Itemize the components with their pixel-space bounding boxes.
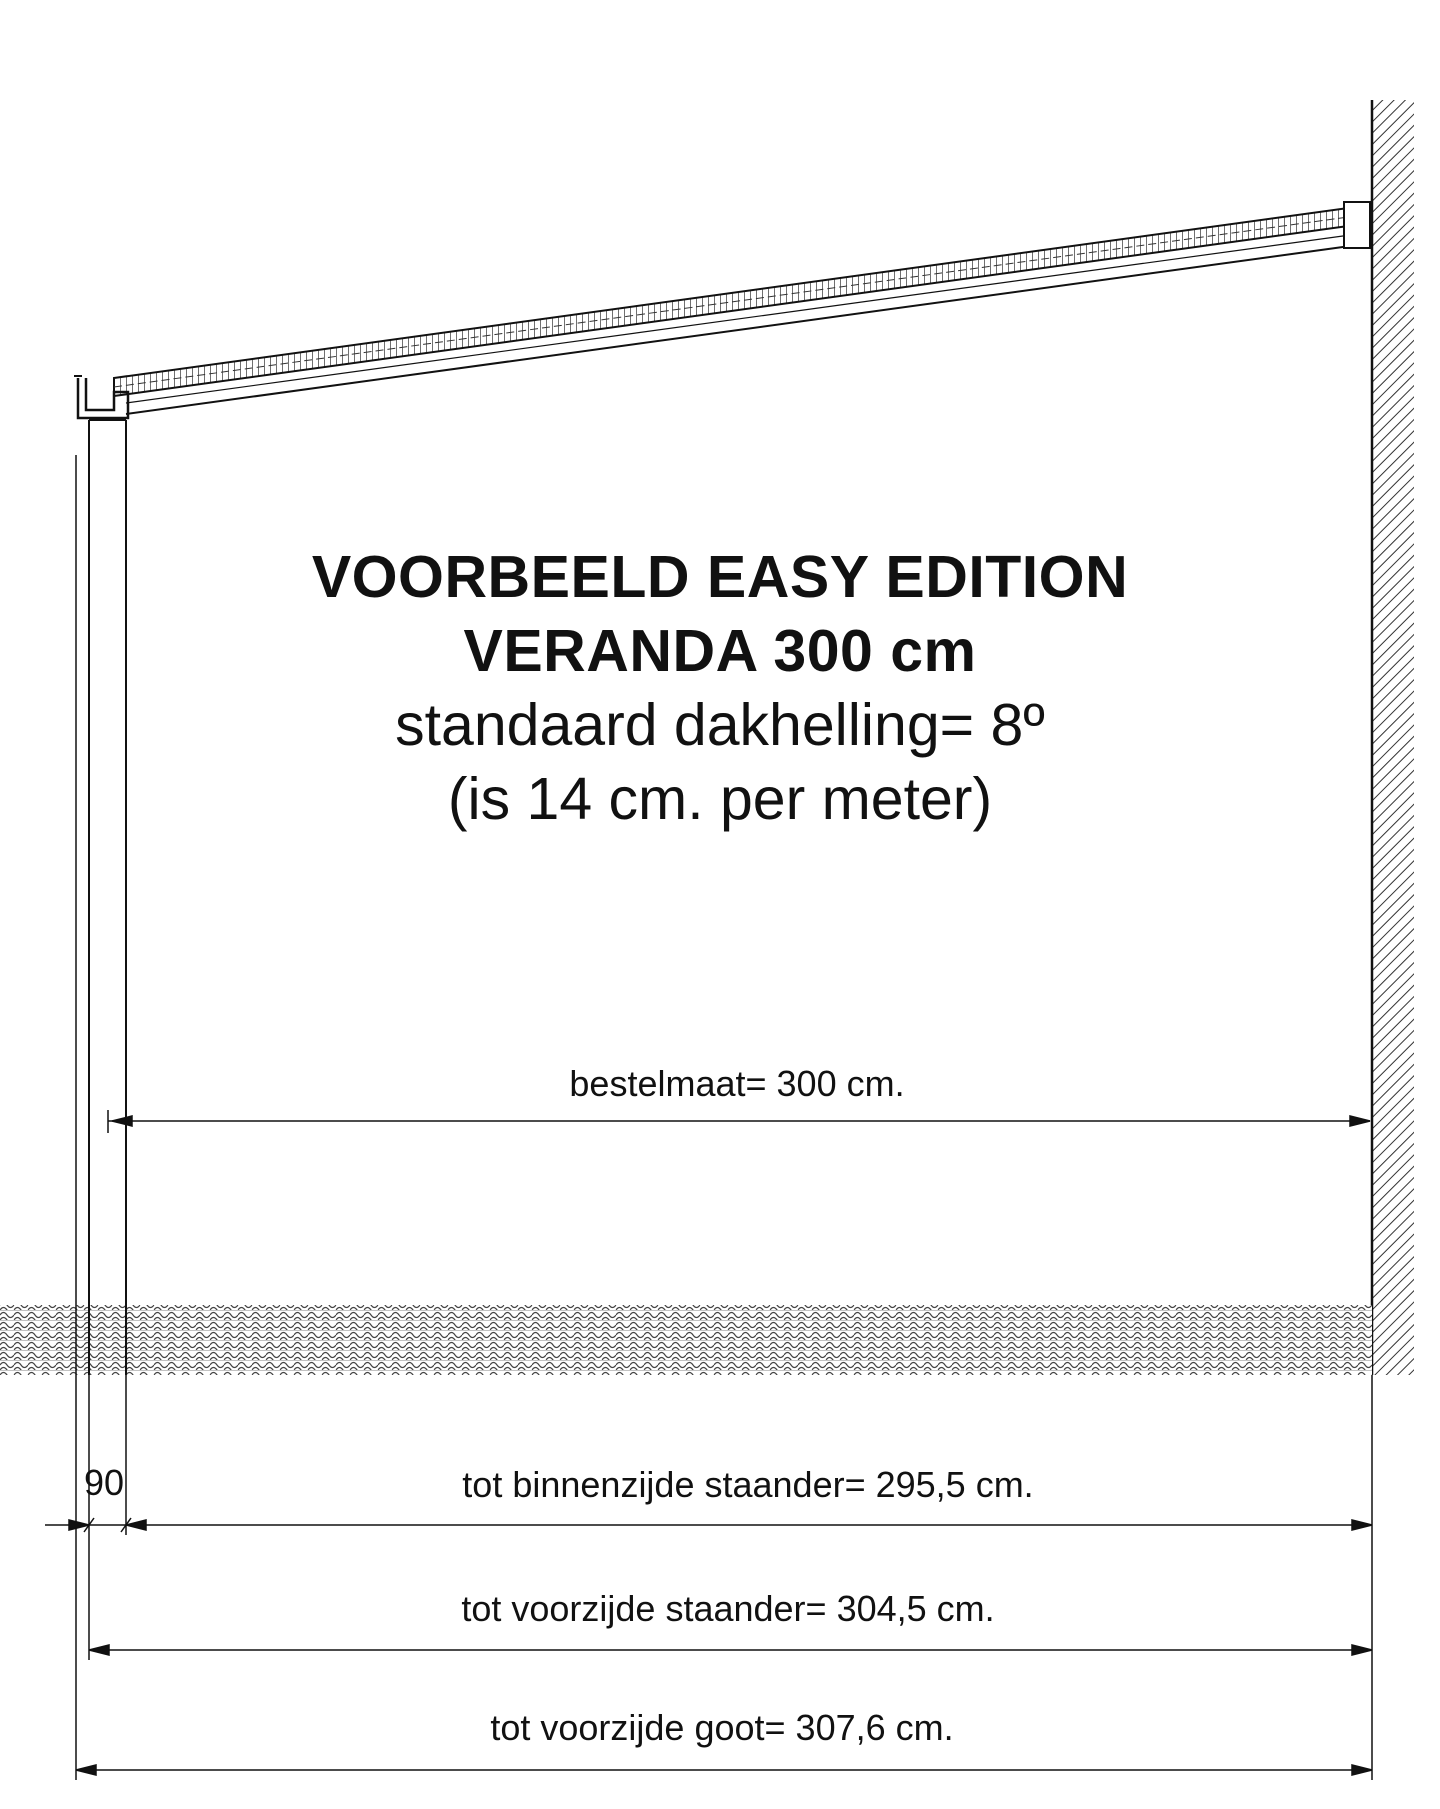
- title-line-1: VOORBEELD EASY EDITION: [311, 544, 1129, 610]
- dim-line-binnenzijde: [45, 1518, 1372, 1532]
- label-binnenzijde: tot binnenzijde staander= 295,5 cm.: [462, 1464, 1034, 1505]
- title-line-3: standaard dakhelling= 8º: [395, 692, 1045, 758]
- label-bestelmaat: bestelmaat= 300 cm.: [569, 1063, 905, 1104]
- dim-line-voorzijde-staander: [89, 1645, 1372, 1655]
- label-voorzijde-staander: tot voorzijde staander= 304,5 cm.: [461, 1588, 995, 1629]
- roof: [114, 202, 1372, 414]
- label-post-width: 90: [84, 1462, 125, 1503]
- dim-line-voorzijde-goot: [76, 1765, 1372, 1775]
- label-voorzijde-goot: tot voorzijde goot= 307,6 cm.: [490, 1707, 954, 1748]
- title-line-4: (is 14 cm. per meter): [447, 766, 993, 832]
- ground: [0, 1305, 1372, 1375]
- dim-line-bestelmaat: [108, 1110, 1370, 1133]
- title-line-2: VERANDA 300 cm: [463, 618, 977, 684]
- wall: [1372, 100, 1414, 1375]
- drawing-title: [220, 540, 1220, 836]
- post: [89, 420, 126, 1375]
